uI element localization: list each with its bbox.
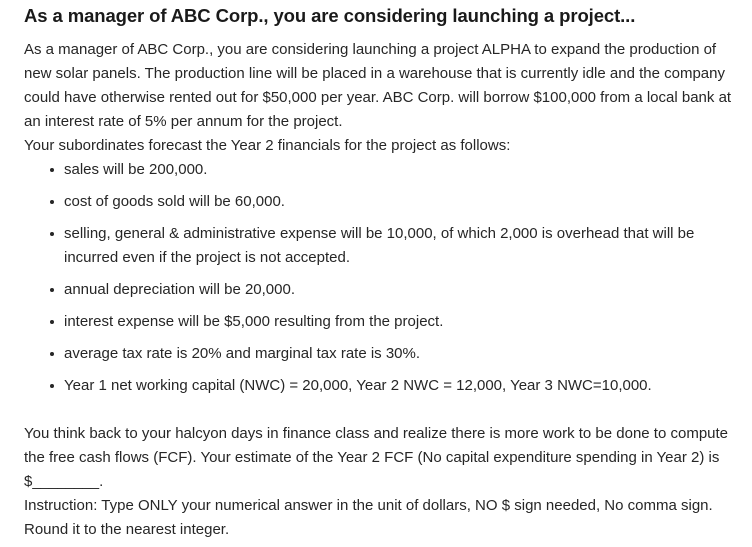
list-item: annual depreciation will be 20,000. [24, 278, 740, 302]
instruction-paragraph: Instruction: Type ONLY your numerical answer in the unit of dollars, NO $ sign needed, No comma sign. Round it to the nearest integer. [24, 497, 713, 538]
forecast-lead-in: Your subordinates forecast the Year 2 financials for the project as follows: [24, 137, 511, 154]
list-item: Year 1 net working capital (NWC) = 20,000, Year 2 NWC = 12,000, Year 3 NWC=10,000. [24, 374, 740, 398]
question-body [24, 38, 740, 542]
list-item: average tax rate is 20% and marginal tax rate is 30%. [24, 342, 740, 366]
question-title: As a manager of ABC Corp., you are considering launching a project... [24, 5, 636, 26]
question-paragraph: You think back to your halcyon days in finance class and realize there is more work to be done to compute the free cash flows (FCF). Your estimate of the Year 2 FCF (No capital expenditure spending in Year 2) is $________. [24, 425, 729, 490]
list-item: selling, general & administrative expense will be 10,000, of which 2,000 is overhead that will be incurred even if the project is not accepted. [24, 222, 740, 270]
forecast-list [24, 158, 740, 398]
list-item: cost of goods sold will be 60,000. [24, 190, 740, 214]
list-item: sales will be 200,000. [24, 158, 740, 182]
intro-paragraph: As a manager of ABC Corp., you are considering launching a project ALPHA to expand the production of new solar panels. The production line will be placed in a warehouse that is currently idle and the company could have otherwise rented out for $50,000 per year. ABC Corp. will borrow $100,000 from a local bank at an interest rate of 5% per annum for the project. [24, 41, 732, 130]
list-item: interest expense will be $5,000 resulting from the project. [24, 310, 740, 334]
spacer [24, 406, 740, 422]
